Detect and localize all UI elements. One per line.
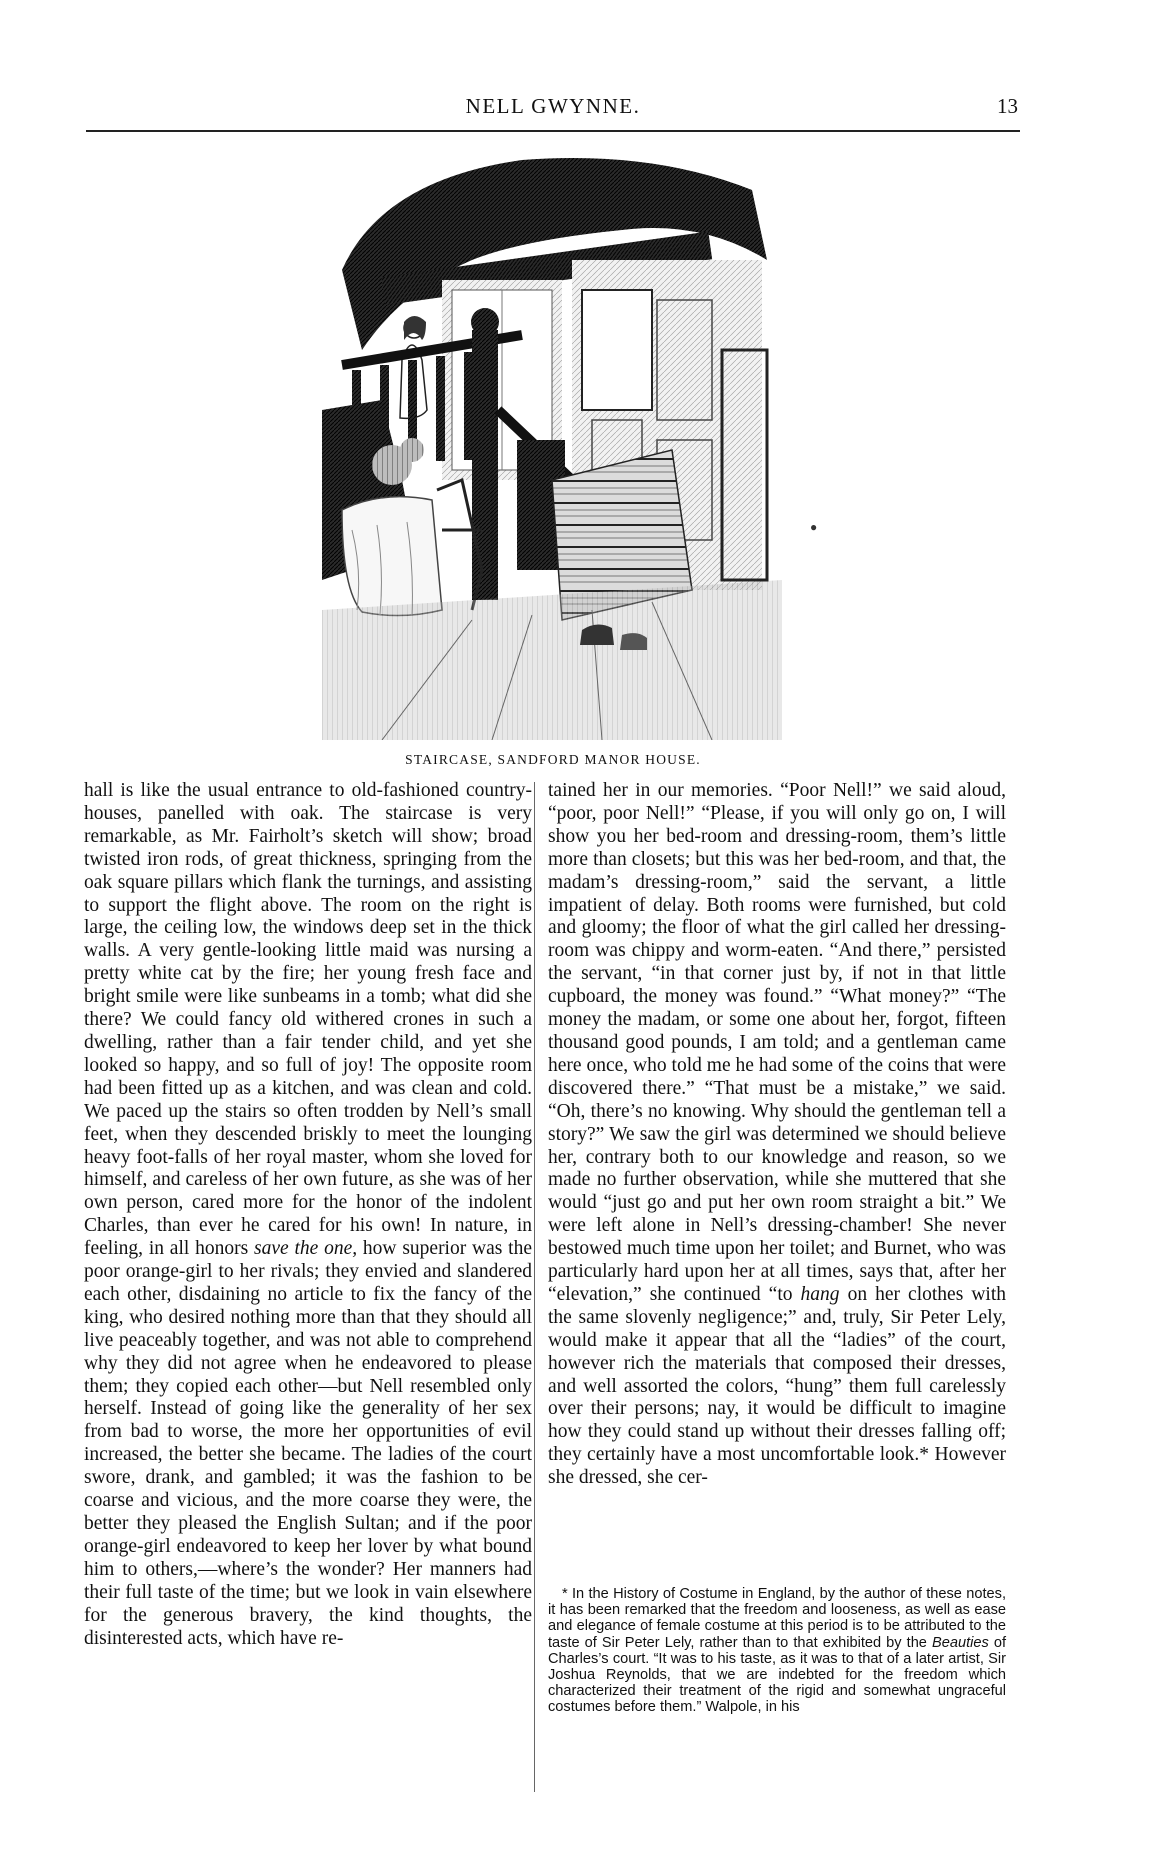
footnote bbox=[548, 1586, 1006, 1716]
footnote-text bbox=[548, 1586, 1006, 1716]
left-italic-phrase: save the one, bbox=[254, 1238, 358, 1260]
page-header bbox=[86, 92, 1020, 132]
footnote-end: of Charles’s court. “It was to his taste, as it was to that of a later artist, Sir Joshua Reynolds, that we are indebted for the freedom which characterized their treatment of the rigid and somewhat ungraceful costumes before them.” Walpole, in his bbox=[548, 1634, 1006, 1716]
left-column bbox=[84, 780, 532, 1650]
illustration-caption: STAIRCASE, SANDFORD MANOR HOUSE. bbox=[405, 752, 701, 767]
engraving-drawing bbox=[322, 150, 782, 740]
right-column bbox=[548, 780, 1006, 1490]
running-title: NELL GWYNNE. bbox=[465, 94, 641, 118]
staircase-engraving bbox=[322, 150, 782, 740]
page-number: 13 bbox=[997, 94, 1018, 118]
ink-speck: ● bbox=[810, 520, 818, 534]
left-text-start: hall is like the usual entrance to old-fashioned country-houses, panelled with oak. The staircase is very remarkable, as Mr. Fairholt’s sketch will show; broad twisted iron rods, of great thickness, springing from the oak square pillars which flank the turnings, and assisting to support the flight above. The room on the right is large, the ceiling low, the windows deep set in the thick walls. A very gentle-looking little maid was nursing a pretty white cat by the fire; her young fresh face and bright smile were like sunbeams in a tomb; what did she there? We could fancy old withered crones in such a dwelling, rather than a fair tender child, and yet she looked so happy, and so full of joy! The opposite room had been fitted up as a kitchen, and was clean and cold. We paced up the stairs so often trodden by Nell’s small feet, when they descended briskly to meet the lounging heavy foot-falls of her royal master, whom she loved for himself, and careless of her own future, as she was of her own person, cared more for the honor of the indolent Charles, than ever he cared for his own! In nature, in feeling, in all honors bbox=[84, 780, 532, 1260]
right-column-text bbox=[548, 780, 1006, 1490]
right-text-end: on her clothes with the same slovenly negligence;” and, truly, Sir Peter Lely, would make it appear that all the “ladies” of the court, however rich the materials that composed their dresses, and well assorted the colors, “hung” them full carelessly over their persons; nay, it would be difficult to imagine how they could stand up without their dresses falling off; they certainly have a most uncomfortable look.* However she dressed, she cer- bbox=[548, 1283, 1006, 1489]
right-italic-word: hang bbox=[800, 1283, 840, 1305]
footnote-italic: Beauties bbox=[931, 1634, 989, 1651]
left-column-text bbox=[84, 780, 532, 1650]
right-text-start: tained her in our memories. “Poor Nell!” we said aloud, “poor, poor Nell!” “Please, if you will only go on, I will show you her bed-room and dressing-room, them’s little more than closets; but this was her bed-room, and that, the madam’s dressing-room,” said the servant, a little impatient of delay. Both rooms were furnished, but cold and gloomy; the floor of what the girl called her dressing-room was chippy and worm-eaten. “And there,” persisted the servant, “in that corner just by, if not in that little cupboard, the money was found.” “What money?” “The money the madam, or some one about her, forgot, fifteen thousand good pounds, I am told; and a gentleman came here once, who told me he had some of the coins that were discovered there.” “That must be a mistake,” we said. “Oh, there’s no knowing. Why should the gentleman tell a story?” We saw the girl was determined we should believe her, contrary both to our knowledge and reason, so we made no further observation, while she muttered that she would “just go and put her own room straight a bit.” We were left alone in Nell’s dressing-chamber! She never bestowed much time upon her toilet; and Burnet, who was particularly hard upon her at all times, says that, after her “elevation,” she continued “to bbox=[548, 780, 1006, 1305]
footnote-start: * In the History of Costume in England, by the author of these notes, it has been remarked that the freedom and looseness, as well as ease and elegance of female costume at this period is to be attributed to the taste of Sir Peter Lely, rather than to that exhibited by the bbox=[548, 1586, 1006, 1651]
left-text-end: how superior was the poor orange-girl to her rivals; they envied and slandered each other, disdaining no article to fix the fancy of the king, who desired nothing more than that they should all live peaceably together, and was not able to comprehend why they did not agree when he endeavored to please them; they copied each other—but Nell resembled only herself. Instead of going like the generality of her sex from bad to worse, the more her opportunities of evil increased, the better she became. The ladies of the court swore, drank, and gambled; it was the fashion to be coarse and vicious, and the more coarse they were, the better they pleased the English Sultan; and if the poor orange-girl endeavored to keep her lover by what bound him to others,—where’s the wonder? Her manners had their full taste of the time; but we look in vain elsewhere for the generous bravery, the kind thoughts, the disinterested acts, which have re- bbox=[84, 1238, 532, 1649]
column-divider bbox=[534, 782, 535, 1792]
